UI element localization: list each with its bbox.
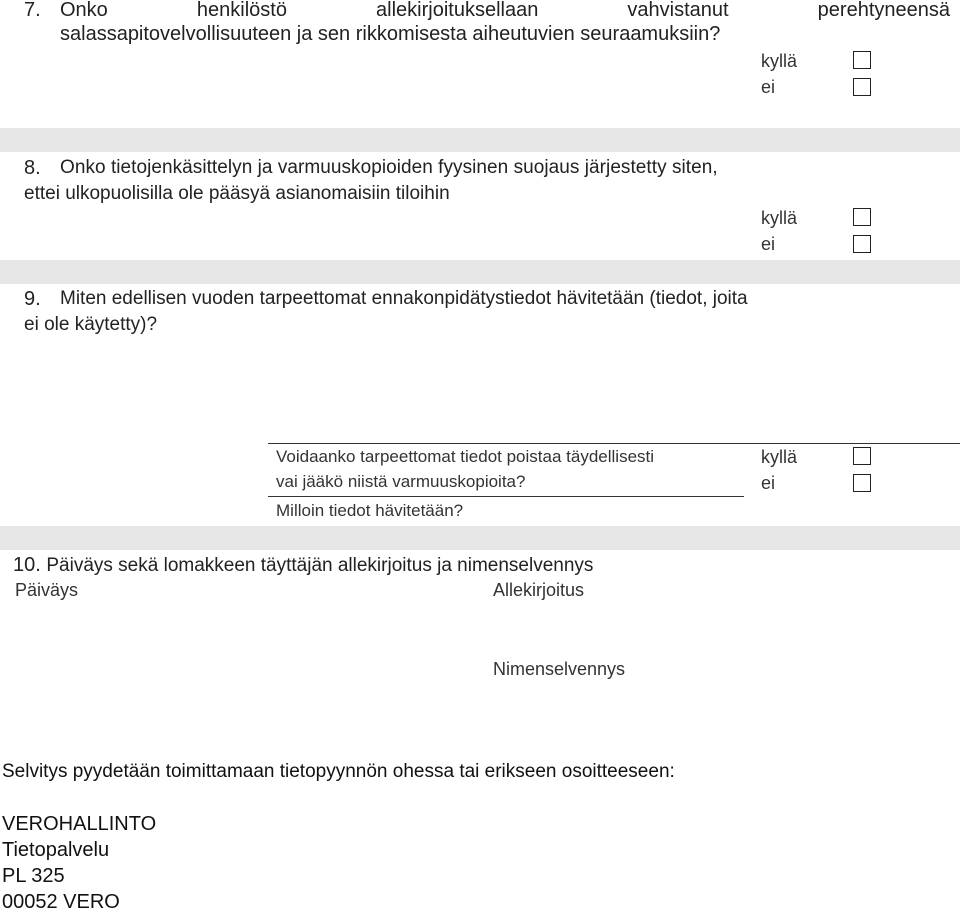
q7-yes-label: kyllä [761, 51, 798, 71]
q9-sub-line2: vai jääkö niistä varmuuskopioita? [276, 472, 526, 491]
q7-word: allekirjoituksellaan [376, 0, 539, 21]
q9-sub-top-rule [268, 443, 960, 444]
date-label: Päiväys [15, 580, 79, 600]
q7-no-checkbox[interactable] [853, 78, 871, 96]
q9-yes-checkbox[interactable] [853, 447, 871, 465]
q7-no-label: ei [761, 77, 776, 97]
q7-word: perehtyneensä [817, 0, 950, 21]
q9-no-label: ei [761, 473, 776, 493]
q7-word: Onko [60, 0, 108, 21]
q10-title: Päiväys sekä lomakkeen täyttäjän allekirjoitus ja nimenselvennys [46, 555, 594, 576]
q7-line1 [60, 0, 950, 23]
q9-sub-middle-rule [268, 496, 744, 497]
q10-title-row [13, 552, 593, 579]
q7-line2: salassapitovelvollisuuteen ja sen rikkomisesta aiheutuvien seuraamuksiin? [60, 23, 721, 45]
q9-line1: Miten edellisen vuoden tarpeettomat ennakonpidätystiedot hävitetään (tiedot, joita [60, 288, 748, 309]
q9-line2: ei ole käytetty)? [24, 314, 158, 335]
name-clarification-label: Nimenselvennys [493, 659, 626, 679]
q9-when-label: Milloin tiedot hävitetään? [276, 501, 464, 520]
signature-label: Allekirjoitus [493, 580, 585, 600]
q7-yes-checkbox[interactable] [853, 51, 871, 69]
address-line: 00052 VERO [2, 891, 120, 913]
q10-number: 10. [13, 554, 41, 576]
footer-instruction: Selvitys pyydetään toimittamaan tietopyynnön ohessa tai erikseen osoitteeseen: [2, 761, 675, 782]
section-divider [0, 526, 960, 550]
address-line: Tietopalvelu [2, 839, 110, 861]
q9-number: 9. [24, 288, 41, 310]
q9-no-checkbox[interactable] [853, 474, 871, 492]
q8-yes-label: kyllä [761, 208, 798, 228]
section-divider [0, 260, 960, 284]
q8-line2: ettei ulkopuolisilla ole pääsyä asianomaisiin tiloihin [24, 183, 450, 204]
q8-number: 8. [24, 157, 41, 179]
address-line: VEROHALLINTO [2, 813, 157, 835]
q8-line1: Onko tietojenkäsittelyn ja varmuuskopioiden fyysinen suojaus järjestetty siten, [60, 157, 718, 178]
q7-number: 7. [24, 0, 41, 21]
q9-yes-label: kyllä [761, 447, 798, 467]
q9-sub-line1: Voidaanko tarpeettomat tiedot poistaa täydellisesti [276, 447, 655, 466]
q8-no-label: ei [761, 234, 776, 254]
address-line: PL 325 [2, 865, 65, 887]
q8-yes-checkbox[interactable] [853, 208, 871, 226]
q7-word: vahvistanut [627, 0, 729, 21]
section-divider [0, 128, 960, 152]
q8-no-checkbox[interactable] [853, 235, 871, 253]
q7-word: henkilöstö [196, 0, 287, 21]
